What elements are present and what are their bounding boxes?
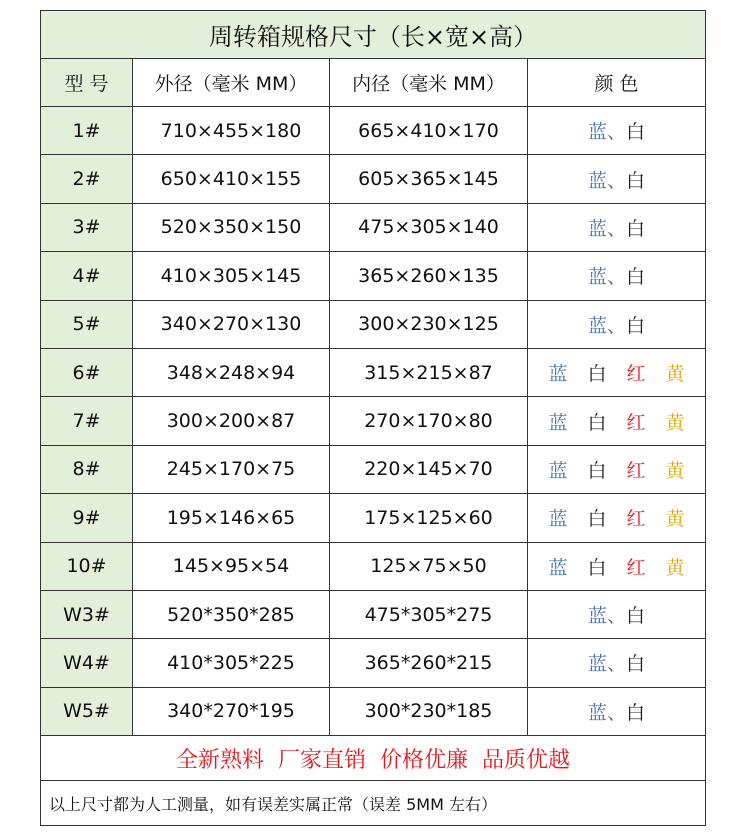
color-blue: 蓝: [548, 459, 568, 482]
color-separator: 、: [607, 605, 627, 628]
color-cell: [528, 155, 706, 203]
inner-size-cell: 475*305*275: [330, 590, 528, 638]
table-title: 周转箱规格尺寸（长×宽×高）: [41, 11, 706, 59]
model-cell: 1#: [41, 107, 133, 155]
model-cell: 10#: [41, 542, 133, 590]
inner-size-cell: 665×410×170: [330, 107, 528, 155]
color-white: 白: [626, 169, 646, 192]
color-blue: 蓝: [587, 217, 607, 240]
model-cell: W3#: [41, 590, 133, 638]
color-separator: 、: [607, 653, 627, 676]
outer-size-cell: 410×305×145: [133, 252, 330, 300]
inner-size-cell: 175×125×60: [330, 494, 528, 542]
header-row: [41, 59, 706, 107]
color-red: 红: [626, 459, 646, 482]
inner-size-cell: 365*260*215: [330, 639, 528, 687]
color-cell: [528, 445, 706, 493]
model-cell: W4#: [41, 639, 133, 687]
color-white: 白: [587, 556, 607, 579]
color-blue: 蓝: [587, 701, 607, 724]
measurement-note: 以上尺寸都为人工测量，如有误差实属正常（误差 5MM 左右）: [41, 781, 706, 826]
outer-size-cell: 520*350*285: [133, 590, 330, 638]
model-cell: 3#: [41, 203, 133, 251]
outer-size-cell: 710×455×180: [133, 107, 330, 155]
model-cell: 2#: [41, 155, 133, 203]
model-cell: 9#: [41, 494, 133, 542]
color-separator: 、: [607, 314, 627, 337]
color-cell: [528, 397, 706, 445]
color-white: 白: [626, 653, 646, 676]
outer-size-cell: 195×146×65: [133, 494, 330, 542]
color-cell: [528, 252, 706, 300]
color-red: 红: [626, 556, 646, 579]
model-cell: W5#: [41, 687, 133, 735]
color-cell: [528, 203, 706, 251]
color-separator: 、: [607, 169, 627, 192]
color-cell: [528, 590, 706, 638]
color-separator: 、: [607, 121, 627, 144]
header-model: 型 号: [41, 59, 133, 107]
color-white: 白: [626, 314, 646, 337]
color-blue: 蓝: [587, 314, 607, 337]
inner-size-cell: 220×145×70: [330, 445, 528, 493]
color-blue: 蓝: [548, 556, 568, 579]
table-row: [41, 445, 706, 493]
spec-table: [40, 10, 706, 826]
color-white: 白: [626, 605, 646, 628]
inner-size-cell: 365×260×135: [330, 252, 528, 300]
color-blue: 蓝: [587, 653, 607, 676]
outer-size-cell: 348×248×94: [133, 348, 330, 396]
table-row: [41, 639, 706, 687]
color-white: 白: [626, 266, 646, 289]
outer-size-cell: 410*305*225: [133, 639, 330, 687]
color-cell: [528, 107, 706, 155]
table-row: [41, 687, 706, 735]
model-cell: 6#: [41, 348, 133, 396]
color-white: 白: [626, 217, 646, 240]
color-yellow: 黄: [665, 411, 685, 434]
color-blue: 蓝: [587, 605, 607, 628]
outer-size-cell: 340*270*195: [133, 687, 330, 735]
table-row: [41, 203, 706, 251]
model-cell: 7#: [41, 397, 133, 445]
table-row: [41, 155, 706, 203]
inner-size-cell: 125×75×50: [330, 542, 528, 590]
color-white: 白: [587, 459, 607, 482]
color-blue: 蓝: [587, 266, 607, 289]
inner-size-cell: 315×215×87: [330, 348, 528, 396]
header-color: 颜 色: [528, 59, 706, 107]
outer-size-cell: 520×350×150: [133, 203, 330, 251]
model-cell: 8#: [41, 445, 133, 493]
color-blue: 蓝: [587, 121, 607, 144]
color-separator: 、: [607, 701, 627, 724]
inner-size-cell: 605×365×145: [330, 155, 528, 203]
inner-size-cell: 475×305×140: [330, 203, 528, 251]
color-red: 红: [626, 363, 646, 386]
color-blue: 蓝: [548, 363, 568, 386]
outer-size-cell: 340×270×130: [133, 300, 330, 348]
inner-size-cell: 270×170×80: [330, 397, 528, 445]
color-yellow: 黄: [665, 363, 685, 386]
color-blue: 蓝: [548, 508, 568, 531]
color-blue: 蓝: [587, 169, 607, 192]
color-white: 白: [587, 508, 607, 531]
outer-size-cell: 300×200×87: [133, 397, 330, 445]
color-white: 白: [587, 363, 607, 386]
color-cell: [528, 687, 706, 735]
header-outer: 外径（毫米 MM）: [133, 59, 330, 107]
model-cell: 4#: [41, 252, 133, 300]
color-yellow: 黄: [665, 508, 685, 531]
inner-size-cell: 300*230*185: [330, 687, 528, 735]
color-cell: [528, 542, 706, 590]
color-red: 红: [626, 508, 646, 531]
color-separator: 、: [607, 217, 627, 240]
header-inner: 内径（毫米 MM）: [330, 59, 528, 107]
color-cell: [528, 639, 706, 687]
outer-size-cell: 245×170×75: [133, 445, 330, 493]
color-cell: [528, 300, 706, 348]
outer-size-cell: 145×95×54: [133, 542, 330, 590]
color-white: 白: [626, 121, 646, 144]
slogan-text: 全新熟料 厂家直销 价格优廉 品质优越: [41, 736, 706, 781]
table-row: [41, 348, 706, 396]
color-blue: 蓝: [548, 411, 568, 434]
table-row: [41, 397, 706, 445]
table-row: [41, 252, 706, 300]
color-cell: [528, 494, 706, 542]
color-yellow: 黄: [665, 459, 685, 482]
inner-size-cell: 300×230×125: [330, 300, 528, 348]
color-white: 白: [626, 701, 646, 724]
color-red: 红: [626, 411, 646, 434]
color-separator: 、: [607, 266, 627, 289]
color-white: 白: [587, 411, 607, 434]
table-row: [41, 300, 706, 348]
table-row: [41, 494, 706, 542]
model-cell: 5#: [41, 300, 133, 348]
outer-size-cell: 650×410×155: [133, 155, 330, 203]
color-yellow: 黄: [665, 556, 685, 579]
color-cell: [528, 348, 706, 396]
table-row: [41, 542, 706, 590]
table-row: [41, 107, 706, 155]
table-row: [41, 590, 706, 638]
